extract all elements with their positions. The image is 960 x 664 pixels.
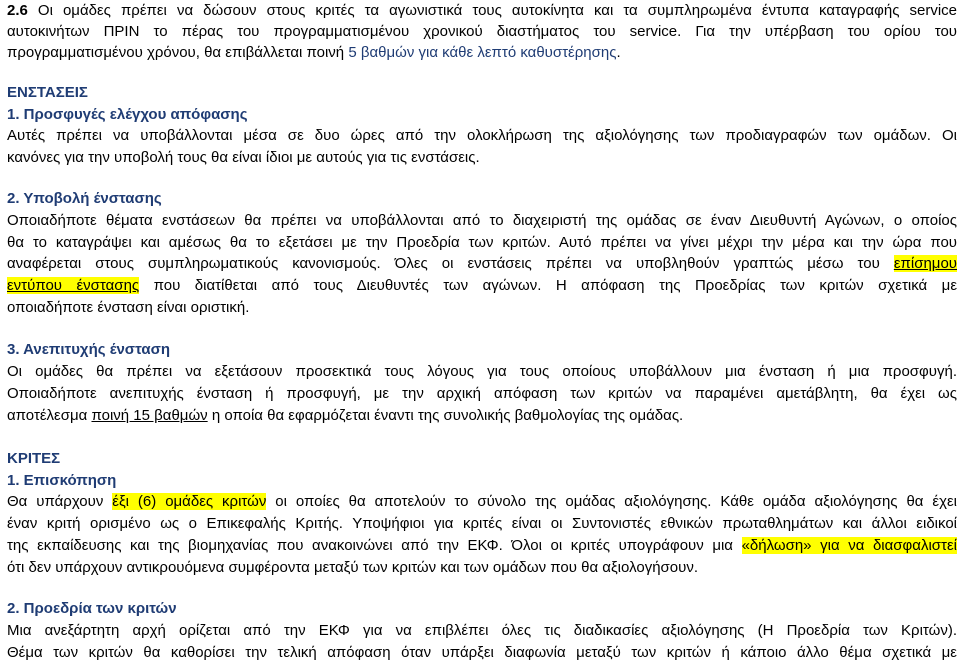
section-number: 2.6 bbox=[7, 2, 28, 19]
highlight-declaration: «δήλωση» για να διασφαλιστεί bbox=[741, 537, 957, 554]
protests-heading: ΕΝΣΤΑΣΕΙΣ bbox=[7, 84, 88, 101]
highlight-protest-form: εντύπου ένστασης bbox=[7, 277, 140, 294]
highlight-six-panels: έξι (6) ομάδες κριτών bbox=[112, 493, 267, 510]
protests-s1-line-1: Αυτές πρέπει να υποβάλλονται μέσα σε δυο ώρες από την ολοκλήρωση της αξιολόγησης των προδιαγραφών των ομάδων. Οι bbox=[7, 127, 957, 144]
protests-s1-title: 1. Προσφυγές ελέγχου απόφασης bbox=[7, 106, 248, 123]
penalty-text: 5 βαθμών για κάθε λεπτό καθυστέρησης bbox=[348, 44, 617, 61]
intro-line-3: προγραμματισμένου χρόνου, θα επιβάλλεται ποινή 5 βαθμών για κάθε λεπτό καθυστέρησης. bbox=[7, 44, 621, 61]
intro-line-2: αυτοκινήτων ΠΡΙΝ το πέρας του προγραμματισμένου χρονικού διαστήματος του service. Για την υπέρβαση του ορίου του bbox=[7, 23, 957, 40]
judges-heading: ΚΡΙΤΕΣ bbox=[7, 450, 61, 467]
highlight-official: επίσημου bbox=[893, 255, 957, 272]
protests-s2-line-3: αναφέρεται στους συμπληρωματικούς κανονισμούς. Όλες οι ενστάσεις πρέπει να υποβληθούν γραπτώς μέσω του επίσημου bbox=[7, 255, 957, 272]
judges-s2-line-1: Μια ανεξάρτητη αρχή ορίζεται από την ΕΚΦ για να επιβλέπει όλες τις διαδικασίες αξιολόγησης (Η Προεδρία των Κριτών). bbox=[7, 622, 957, 639]
protests-s3-line-2: Οποιαδήποτε ανεπιτυχής ένσταση ή προσφυγή, με την αρχική απόφαση των κριτών να παραμένει αμετάβλητη, θα έχει ως bbox=[7, 385, 957, 402]
judges-s1-line-4: ότι δεν υπάρχουν αντικρουόμενα συμφέροντα μεταξύ των κριτών και των ομάδων που θα αξιολογήσουν. bbox=[7, 559, 699, 576]
protests-s1-line-2: κανόνες για την υποβολή τους θα είναι ίδιοι με αυτούς για τις ενστάσεις. bbox=[7, 149, 480, 166]
intro-line-1: 2.6 Οι ομάδες πρέπει να δώσουν στους κριτές τα αγωνιστικά τους αυτοκίνητα και τα συμπληρωμένα έντυπα καταγραφής service bbox=[7, 2, 957, 19]
protests-s2-line-2: θα το καταγράψει και αμέσως θα το εξετάσει με την Προεδρία των κριτών. Αυτό πρέπει να γίνει μέχρι την μέρα και την ώρα που bbox=[7, 234, 957, 251]
protests-s3-line-1: Οι ομάδες θα πρέπει να εξετάσουν προσεκτικά τους λόγους για τους οποίους υποβάλλουν μια ένσταση ή μια προσφυγή. bbox=[7, 363, 957, 380]
judges-s2-title: 2. Προεδρία των κριτών bbox=[7, 600, 177, 617]
penalty-15-points: ποινή 15 βαθμών bbox=[91, 407, 208, 424]
protests-s3-title: 3. Ανεπιτυχής ένσταση bbox=[7, 341, 170, 358]
judges-s1-line-3: της εκπαίδευσης και της βιομηχανίας που ανακοινώνει από την ΕΚΦ. Όλοι οι κριτές υπογράφουν μια «δήλωση» για να διασφαλιστεί bbox=[7, 537, 957, 554]
protests-s2-line-4: εντύπου ένστασης που διατίθεται από τους Διευθυντές των αγώνων. Η απόφαση της Προεδρίας των κριτών σχετικά με bbox=[7, 277, 957, 294]
protests-s2-line-1: Οποιαδήποτε θέματα ενστάσεων θα πρέπει να υποβάλλονται από το διαχειριστή της ομάδας σε έναν Διευθυντή Αγώνων, ο οποίος bbox=[7, 212, 957, 229]
judges-s2-line-2: Θέμα των κριτών θα καθορίσει την τελική απόφαση όταν υπάρξει διαφωνία μεταξύ των κριτών ή κάποιο άλλο θέμα σχετικά με bbox=[7, 644, 957, 661]
protests-s3-line-3: αποτέλεσμα ποινή 15 βαθμών η οποία θα εφαρμόζεται έναντι της συνολικής βαθμολογίας της ομάδας. bbox=[7, 407, 684, 424]
judges-s1-line-1: Θα υπάρχουν έξι (6) ομάδες κριτών οι οποίες θα αποτελούν το σύνολο της ομάδας αξιολόγησης. Κάθε ομάδα αξιολόγησης θα έχει bbox=[7, 493, 957, 510]
protests-s2-line-5: οποιαδήποτε ένσταση είναι οριστική. bbox=[7, 299, 250, 316]
protests-s2-title: 2. Υποβολή ένστασης bbox=[7, 190, 162, 207]
judges-s1-line-2: έναν κριτή ορισμένο ως ο Επικεφαλής Κριτής. Υποψήφιοι για κριτές είναι οι Συντονιστές εθνικών πρωταθλημάτων και άλλοι ειδικοί bbox=[7, 515, 957, 532]
judges-s1-title: 1. Επισκόπηση bbox=[7, 472, 117, 489]
